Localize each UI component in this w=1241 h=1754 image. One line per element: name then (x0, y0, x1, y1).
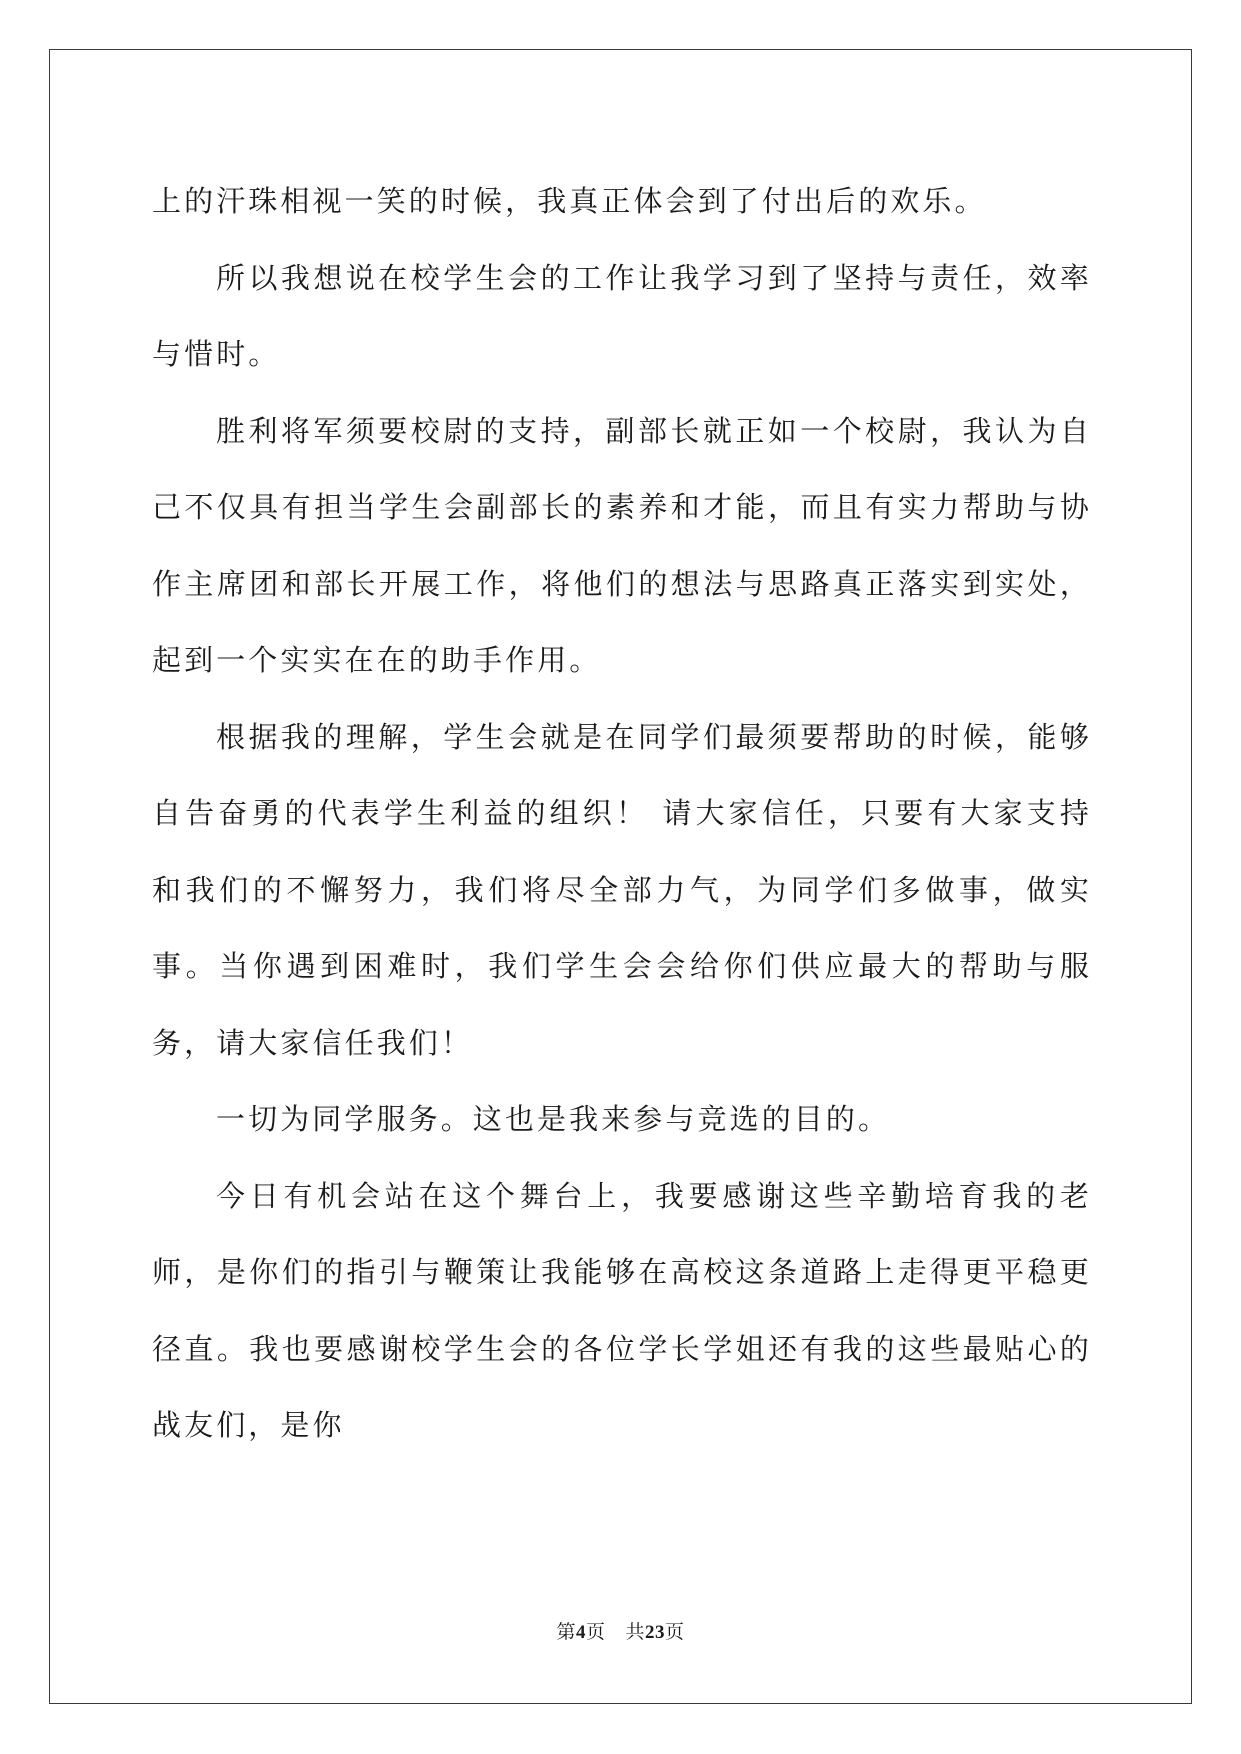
paragraph: 胜利将军须要校尉的支持，副部长就正如一个校尉，我认为自己不仅具有担当学生会副部长的素养和才能，而且有实力帮助与协作主席团和部长开展工作，将他们的想法与思路真正落实到实处，起到一个实实在在的助手作用。 (152, 413, 1092, 677)
paragraph: 一切为同学服务。这也是我来参与竞选的目的。 (216, 1102, 891, 1136)
total-page-count: 23 (645, 1622, 666, 1643)
total-suffix: 页 (665, 1622, 685, 1643)
paragraph-continuation: 上的汗珠相视一笑的时候，我真正体会到了付出后的欢乐。 (152, 184, 987, 218)
total-prefix: 共 (625, 1622, 646, 1643)
current-page-number: 4 (575, 1622, 586, 1643)
paragraph: 所以我想说在校学生会的工作让我学习到了坚持与责任，效率与惜时。 (152, 260, 1092, 371)
page-prefix: 第 (556, 1622, 576, 1643)
page-footer (0, 1617, 1241, 1644)
page-suffix: 页 (585, 1622, 606, 1643)
paragraph: 今日有机会站在这个舞台上，我要感谢这些辛勤培育我的老师，是你们的指引与鞭策让我能够在高校这条道路上走得更平稳更径直。我也要感谢校学生会的各位学长学姐还有我的这些最贴心的战友们，是你 (152, 1178, 1092, 1442)
document-body (152, 163, 1092, 1464)
paragraph: 根据我的理解，学生会就是在同学们最须要帮助的时候，能够自告奋勇的代表学生利益的组织！ 请大家信任，只要有大家支持和我们的不懈努力，我们将尽全部力气，为同学们多做事，做实事。当你遇到困难时，我们学生会会给你们供应最大的帮助与服务，请大家信任我们！ (152, 719, 1092, 1060)
